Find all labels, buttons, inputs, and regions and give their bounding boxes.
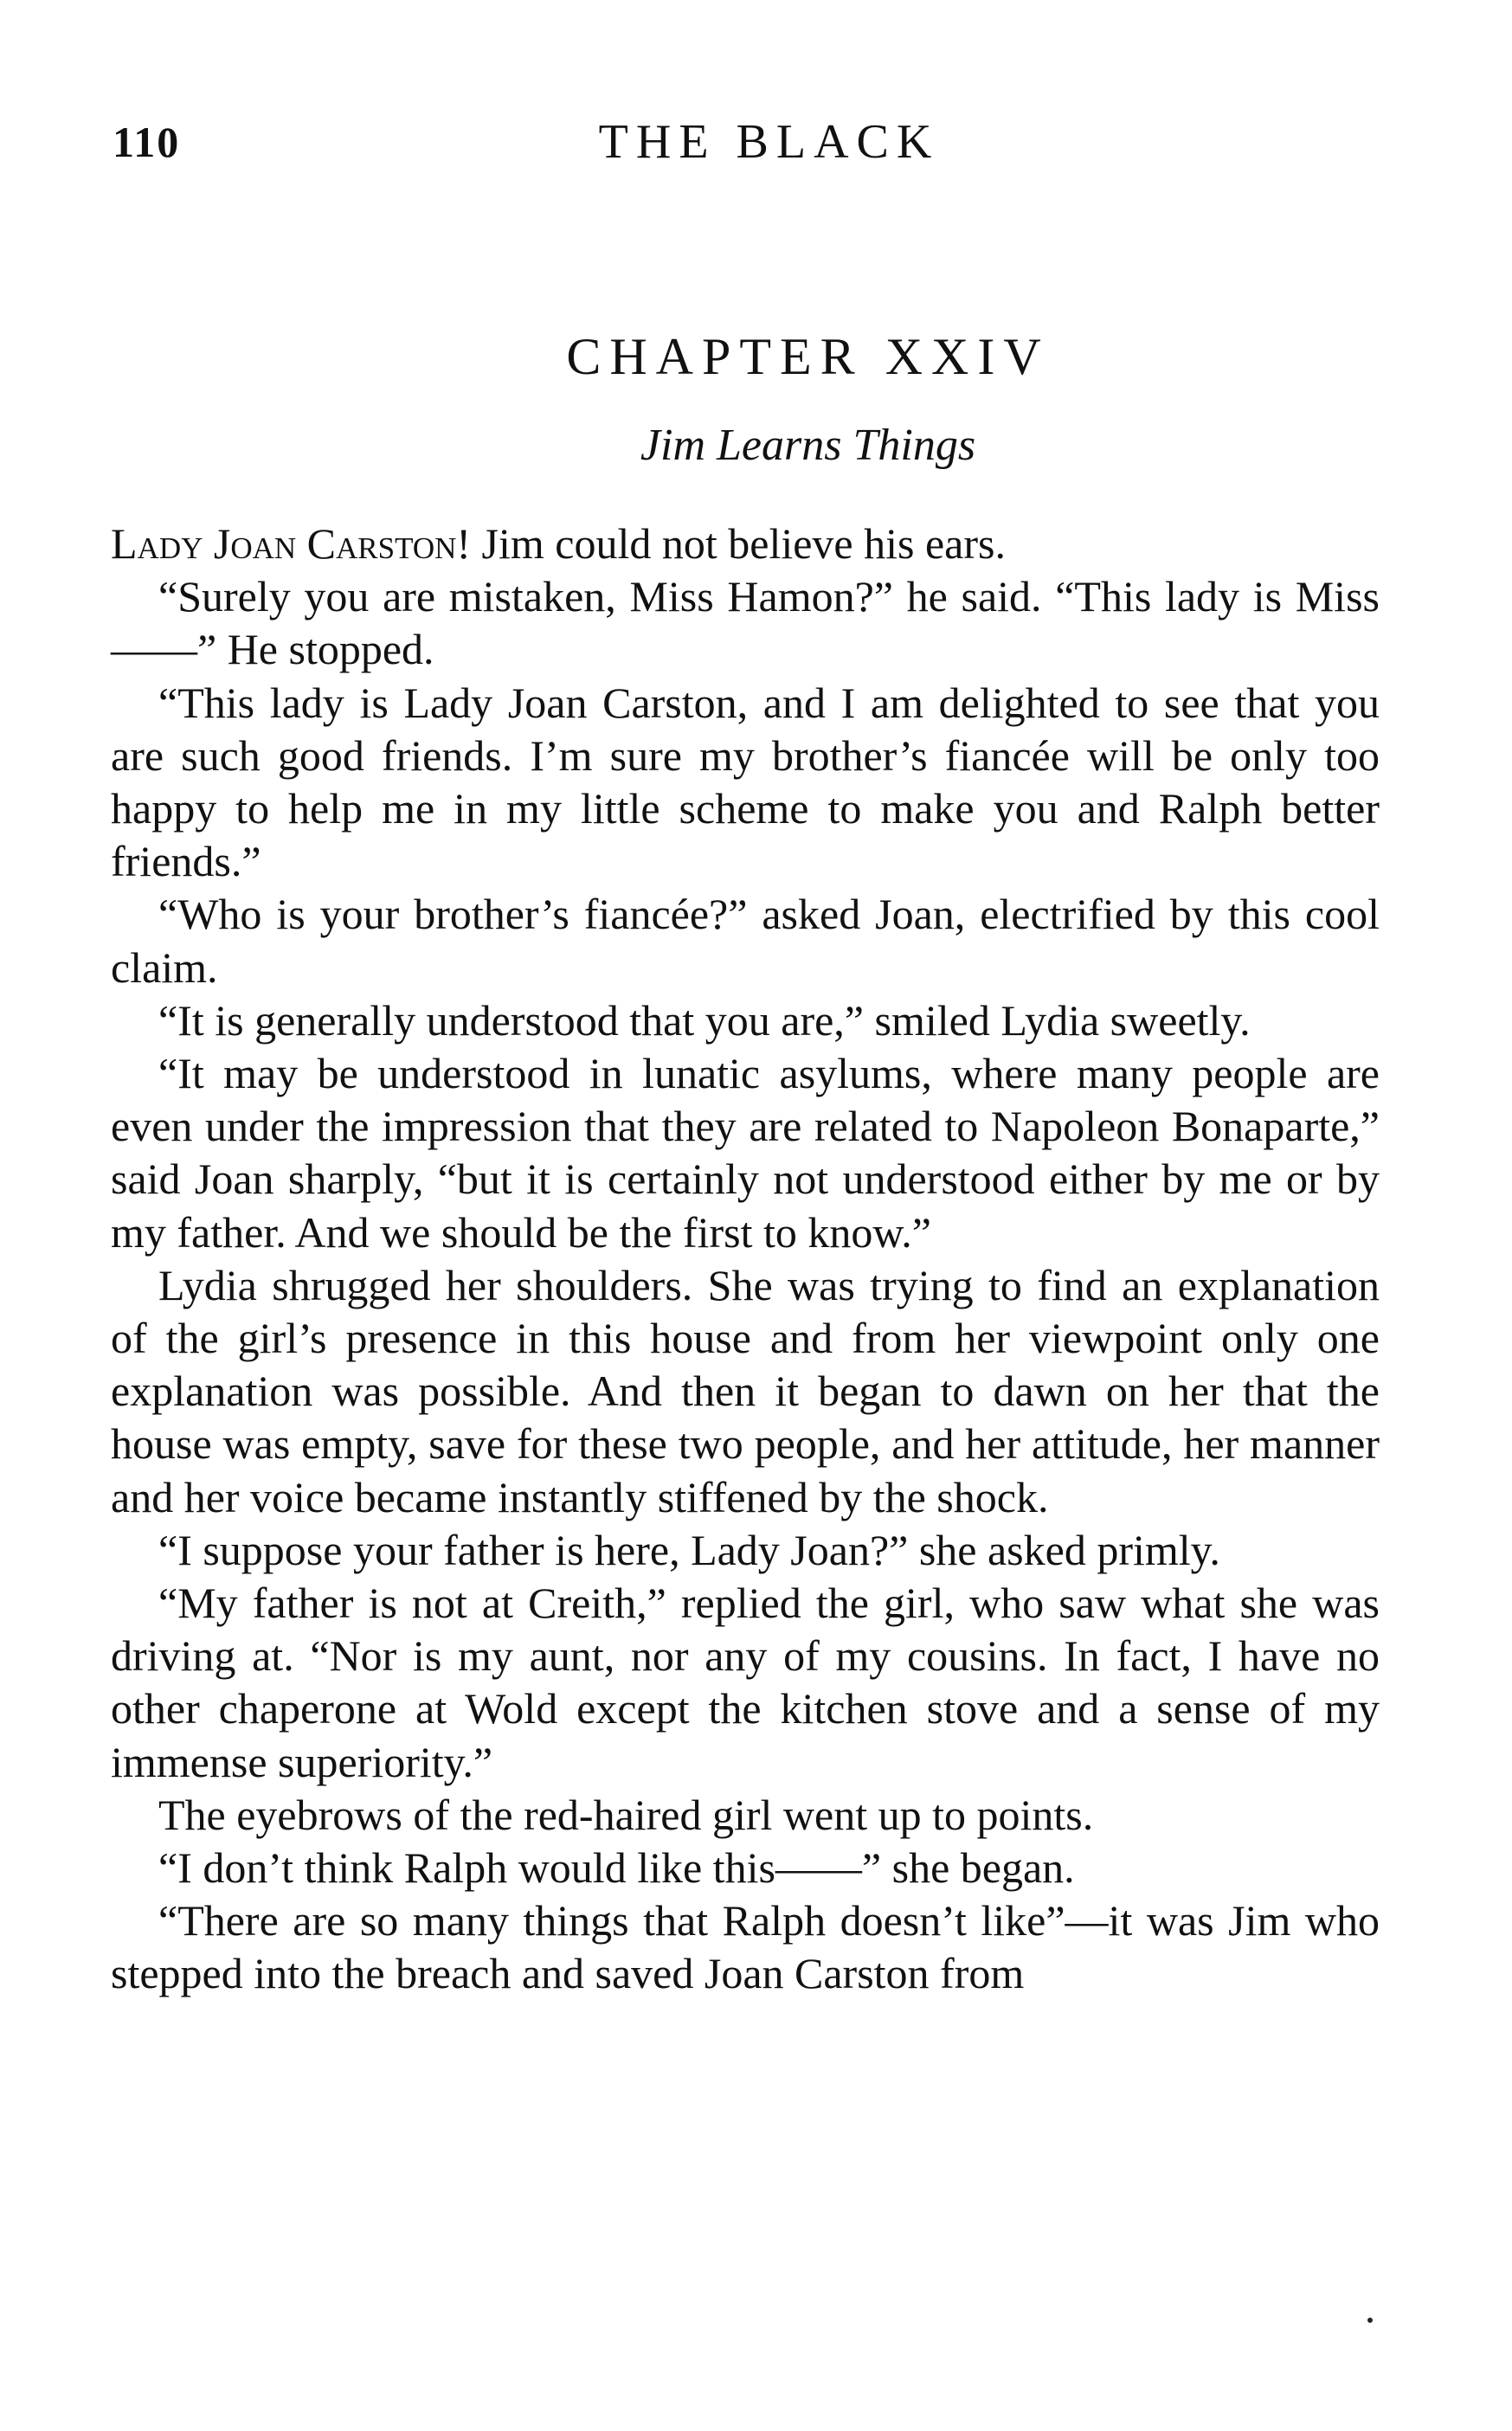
paragraph: “I suppose your father is here, Lady Joan?” she asked primly. — [158, 1525, 1220, 1574]
paragraph: “My father is not at Creith,” replied the girl, who saw what she was driving at. “Nor is my aunt, nor any of my cousins. In fact, I have no other chaperone at Wold except the kitchen stove and a sense of my immense superiority.” — [111, 1579, 1380, 1786]
paragraph: The eyebrows of the red-haired girl went up to points. — [158, 1790, 1094, 1839]
page-number: 110 — [113, 118, 181, 166]
paragraph: “Surely you are mistaken, Miss Hamon?” he said. “This lady is Miss——” He stopped. — [111, 572, 1380, 674]
opening-paragraph — [111, 518, 1380, 570]
chapter-subtitle: Jim Learns Things — [640, 421, 976, 470]
opening-text: ! Jim could not believe his ears. — [456, 519, 1006, 568]
paragraph: “I don’t think Ralph would like this——” she began. — [158, 1843, 1075, 1893]
running-head: THE BLACK — [598, 115, 940, 169]
chapter-title: CHAPTER XXIV — [566, 328, 1050, 385]
printer-dot-mark — [1367, 2318, 1373, 2323]
paragraph: “This lady is Lady Joan Carston, and I am delighted to see that you are such good friends. I’m sure my brother’s fiancée will be only too happy to help me in my little scheme to make you and Ralph better friends.” — [111, 678, 1380, 886]
body-text — [111, 518, 1380, 2001]
paragraph: “It may be understood in lunatic asylums, where many people are even under the impression that they are related to Napoleon Bonaparte,” said Joan sharply, “but it is certainly not understood either by me or by my father. And we should be the first to know.” — [111, 1049, 1380, 1257]
opening-name: Lady Joan Carston — [111, 519, 457, 568]
paragraph: “There are so many things that Ralph doesn’t like”—it was Jim who stepped into the breach and saved Joan Carston from — [111, 1896, 1380, 1998]
paragraph: “Who is your brother’s fiancée?” asked Joan, electrified by this cool claim. — [111, 890, 1380, 992]
paragraph: Lydia shrugged her shoulders. She was trying to find an explanation of the girl’s presence in this house and from her viewpoint only one explanation was possible. And then it began to dawn on her that the house was empty, save for these two people, and her attitude, her manner and her voice became instantly stiffened by the shock. — [111, 1260, 1380, 1521]
paragraph: “It is generally understood that you are,” smiled Lydia sweetly. — [158, 995, 1251, 1045]
